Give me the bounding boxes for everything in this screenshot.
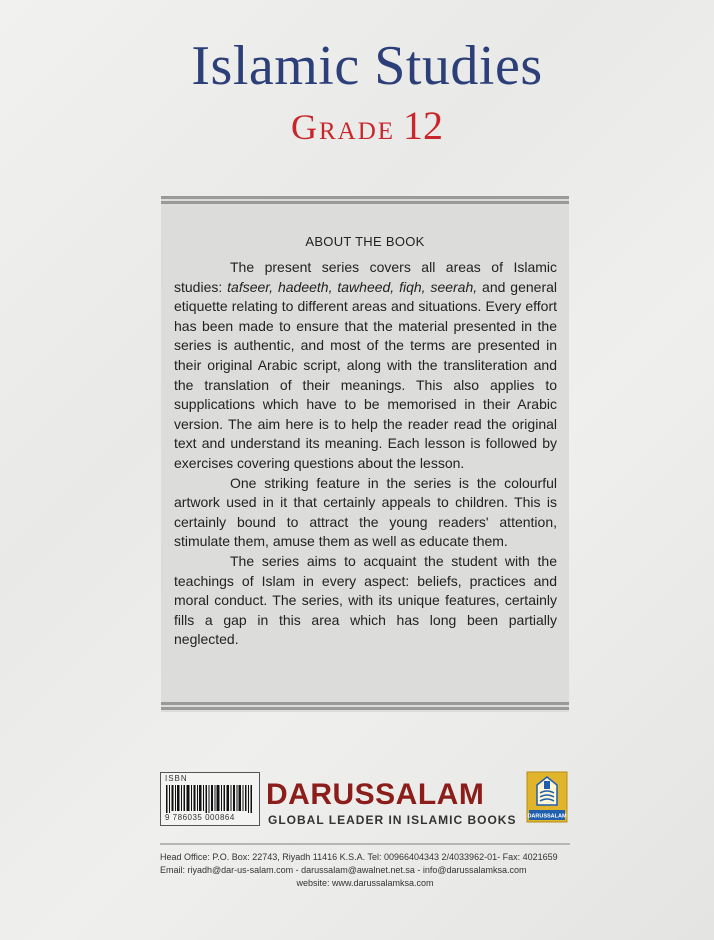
contact-email: Email: riyadh@dar-us-salam.com - darussalam@awalnet.net.sa - info@darussalamksa.com xyxy=(160,865,527,875)
about-p1-terms: tafseer, hadeeth, tawheed, fiqh, seerah, xyxy=(227,278,478,295)
publisher-logo-text: DARUSSALAM xyxy=(527,813,567,820)
about-panel xyxy=(161,196,569,712)
barcode-icon xyxy=(166,785,254,813)
isbn-barcode-box xyxy=(160,772,260,826)
about-paragraph-2: One striking feature in the series is the colourful artwork used in it that certainly appeals to children. This is certainly bound to attract the young readers' attention, stimulate them, amuse them as well as educate them. xyxy=(174,474,557,550)
about-heading: ABOUT THE BOOK xyxy=(305,234,425,249)
isbn-label: ISBN xyxy=(165,774,188,783)
isbn-number: 9 786035 000864 xyxy=(165,813,235,822)
grade-label xyxy=(0,104,714,157)
contact-website: website: www.darussalamksa.com xyxy=(296,878,434,888)
about-paragraph-1 xyxy=(174,258,557,474)
publisher-name: DARUSSALAM xyxy=(266,778,485,811)
about-p1-rest: and general etiquette relating to different areas and situations. Every effort has been made to ensure that the material presented in the series is authentic, and most of the terms are presented in their original Arabic script, along with the transliteration and the translation of their meanings. This also applies to supplications which have to be memorised in their Arabic version. The aim here is to help the reader read the original text and understand its meaning. Each lesson is followed by exercises covering questions about the lesson. xyxy=(174,278,558,471)
publisher-tagline: GLOBAL LEADER IN ISLAMIC BOOKS xyxy=(268,813,517,827)
publisher-logo-icon xyxy=(526,771,568,823)
book-title: Islamic Studies xyxy=(191,35,543,97)
about-p1-intro: The present series covers all areas of Islamic studies: xyxy=(174,259,557,295)
contact-divider xyxy=(160,843,570,845)
panel-bottom-rule xyxy=(161,702,569,712)
about-body xyxy=(174,258,557,650)
contact-head-office: Head Office: P.O. Box: 22743, Riyadh 11416 K.S.A. Tel: 00966404343 2/4033962-01- Fax: 4021659 xyxy=(160,852,558,862)
panel-top-rule xyxy=(161,196,569,206)
grade-word: Grade xyxy=(290,107,396,147)
grade-number: 12 xyxy=(403,103,444,148)
about-paragraph-3: The series aims to acquaint the student with the teachings of Islam in every aspect: beliefs, practices and moral conduct. The series, with its unique features, certainly fills a gap in this area which has long been partially neglected. xyxy=(174,552,557,648)
